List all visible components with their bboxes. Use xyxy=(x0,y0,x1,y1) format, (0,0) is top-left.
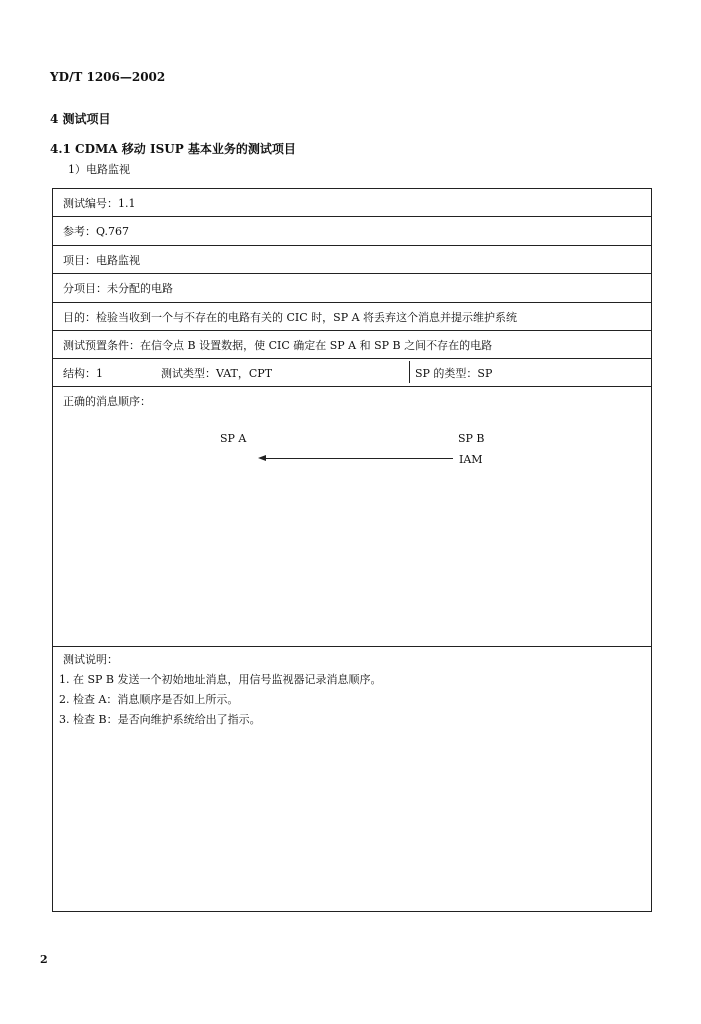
test-subitem: 分项目：未分配的电路 xyxy=(63,282,173,295)
test-type: 测试类型：VAT，CPT xyxy=(161,367,273,380)
test-precondition: 测试预置条件：在信令点 B 设置数据，使 CIC 确定在 SP A 和 SP B 之间不存在的电路 xyxy=(63,339,493,352)
note-item: 1. 在 SP B 发送一个初始地址消息，用信号监视器记录消息顺序。 xyxy=(59,673,382,686)
note-item: 3. 检查 B：是否向维护系统给出了指示。 xyxy=(59,713,261,726)
message-iam: IAM xyxy=(459,453,483,466)
test-case-table xyxy=(52,188,652,912)
section-heading: 4 测试项目 xyxy=(50,112,111,126)
sp-type: SP 的类型：SP xyxy=(415,367,493,380)
document-id: YD/T 1206—2002 xyxy=(50,70,166,84)
row-divider xyxy=(53,386,651,387)
row-divider xyxy=(53,273,651,274)
note-item: 2. 检查 A：消息顺序是否如上所示。 xyxy=(59,693,239,706)
row-divider xyxy=(53,216,651,217)
row-divider xyxy=(53,358,651,359)
node-sp-b: SP B xyxy=(458,432,485,445)
row-divider xyxy=(53,330,651,331)
sequence-label: 正确的消息顺序： xyxy=(63,395,151,408)
row-divider xyxy=(53,302,651,303)
item-heading: 1）电路监视 xyxy=(68,163,130,176)
row-divider xyxy=(53,245,651,246)
test-reference: 参考：Q.767 xyxy=(63,225,129,238)
test-purpose: 目的：检验当收到一个与不存在的电路有关的 CIC 时，SP A 将丢弃这个消息并提示维护系统 xyxy=(63,311,518,324)
row-divider xyxy=(53,646,651,647)
test-item: 项目：电路监视 xyxy=(63,254,140,267)
notes-label: 测试说明： xyxy=(63,653,118,666)
subsection-heading: 4.1 CDMA 移动 ISUP 基本业务的测试项目 xyxy=(50,142,296,156)
column-divider xyxy=(409,361,410,383)
test-number: 测试编号：1.1 xyxy=(63,197,136,210)
node-sp-a: SP A xyxy=(220,432,247,445)
page-number: 2 xyxy=(40,953,48,966)
test-structure: 结构：1 xyxy=(63,367,103,380)
message-arrow xyxy=(265,458,453,459)
